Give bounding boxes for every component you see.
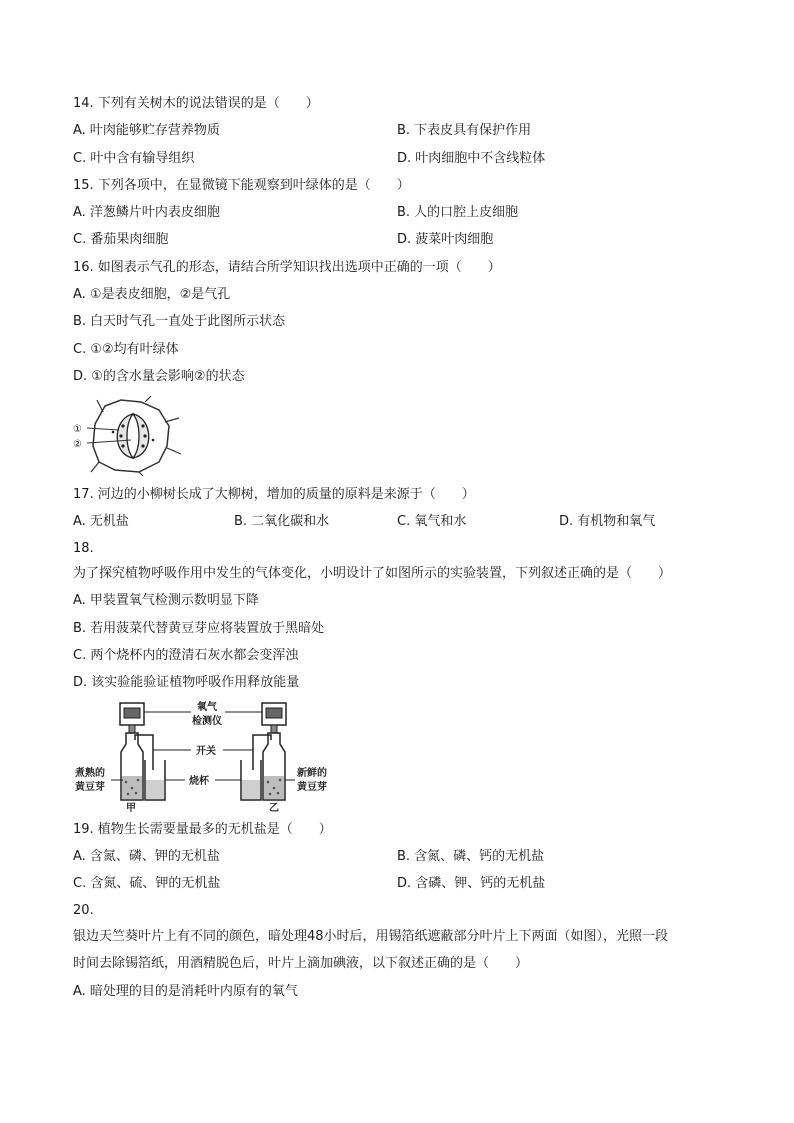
q16-option-d: D. ①的含水量会影响②的状态 (73, 369, 245, 384)
q14-option-a: A. 叶肉能够贮存营养物质 (73, 123, 220, 138)
q17-stem: 17. 河边的小柳树长成了大柳树，增加的质量的原料是来源于（ ） (73, 487, 475, 502)
q16-option-c: C. ①②均有叶绿体 (73, 342, 179, 357)
left-sprout-label-2: 黄豆芽 (75, 782, 105, 793)
caption-jia: 甲 (126, 803, 136, 812)
q14-option-b: B. 下表皮具有保护作用 (397, 123, 532, 138)
beaker-label: 烧杯 (189, 776, 209, 787)
q18-option-c: C. 两个烧杯内的澄清石灰水都会变浑浊 (73, 648, 299, 663)
q18-number: 18. (73, 541, 94, 556)
caption-yi: 乙 (269, 803, 279, 812)
q14-option-d: D. 叶肉细胞中不含线粒体 (397, 151, 546, 166)
q19-option-c: C. 含氮、硫、钾的无机盐 (73, 876, 221, 891)
q15-option-a: A. 洋葱鳞片叶内表皮细胞 (73, 205, 220, 220)
q19-option-d: D. 含磷、钾、钙的无机盐 (397, 876, 546, 891)
switch-label: 开关 (196, 746, 216, 757)
q17-option-a: A. 无机盐 (73, 514, 129, 529)
q20-stem-line2: 时间去除锡箔纸，用酒精脱色后，叶片上滴加碘液，以下叙述正确的是（ ） (73, 956, 529, 971)
q20-option-a: A. 暗处理的目的是消耗叶内原有的氧气 (73, 984, 298, 999)
q15-option-b: B. 人的口腔上皮细胞 (397, 205, 519, 220)
detector-label-1: 氧气 (197, 702, 217, 713)
q19-option-b: B. 含氮、磷、钙的无机盐 (397, 849, 545, 864)
q19-option-a: A. 含氮、磷、钾的无机盐 (73, 849, 220, 864)
q18-option-b: B. 若用菠菜代替黄豆芽应将装置放于黑暗处 (73, 621, 325, 636)
label-2: ② (73, 439, 82, 450)
right-sprout-label-2: 黄豆芽 (297, 782, 327, 793)
q17-option-c: C. 氧气和水 (397, 514, 467, 529)
q14-option-c: C. 叶中含有输导组织 (73, 151, 195, 166)
q15-option-c: C. 番茄果肉细胞 (73, 232, 169, 247)
q17-option-b: B. 二氧化碳和水 (234, 514, 330, 529)
q16-option-b: B. 白天时气孔一直处于此图所示状态 (73, 314, 286, 329)
right-sprout-label-1: 新鲜的 (297, 768, 327, 779)
q18-option-d: D. 该实验能验证植物呼吸作用释放能量 (73, 675, 300, 690)
q18-option-a: A. 甲装置氧气检测示数明显下降 (73, 593, 259, 608)
q15-option-d: D. 菠菜叶肉细胞 (397, 232, 494, 247)
q18-stem: 为了探究植物呼吸作用中发生的气体变化，小明设计了如图所示的实验装置，下列叙述正确的是（ ） (73, 566, 672, 581)
q19-stem: 19. 植物生长需要量最多的无机盐是（ ） (73, 822, 332, 837)
q16-option-a: A. ①是表皮细胞，②是气孔 (73, 287, 231, 302)
label-1: ① (73, 424, 82, 435)
detector-label-2: 检测仪 (192, 716, 222, 727)
left-sprout-label-1: 煮熟的 (75, 768, 105, 779)
q14-stem: 14. 下列有关树木的说法错误的是（ ） (73, 96, 319, 111)
q20-number: 20. (73, 903, 94, 918)
q16-stem: 16. 如图表示气孔的形态，请结合所学知识找出选项中正确的一项（ ） (73, 260, 501, 275)
stomata-figure (73, 396, 183, 476)
respiration-experiment-figure (73, 700, 343, 812)
q17-option-d: D. 有机物和氧气 (559, 514, 656, 529)
q15-stem: 15. 下列各项中，在显微镜下能观察到叶绿体的是（ ） (73, 178, 410, 193)
q20-stem-line1: 银边天竺葵叶片上有不同的颜色，暗处理48小时后，用锡箔纸遮蔽部分叶片上下两面（如图），光照一段 (73, 929, 669, 944)
